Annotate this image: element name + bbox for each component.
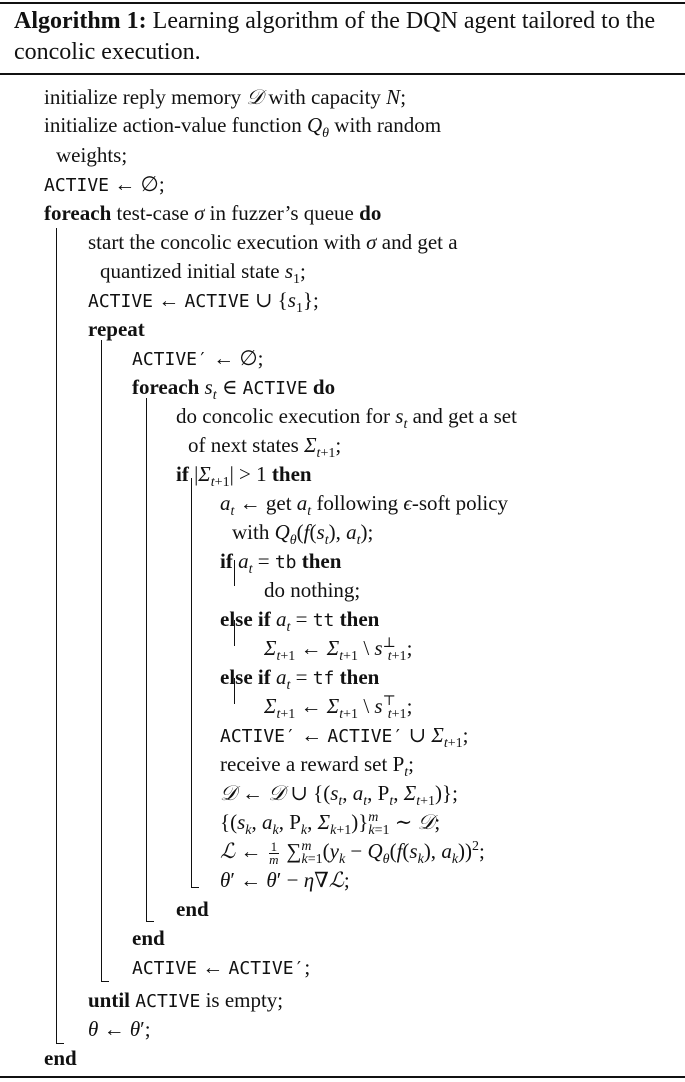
algo-line: foreach test-case σ in fuzzer’s queue do: [44, 201, 382, 225]
algo-line: ACTIVE ← ∅;: [44, 172, 165, 196]
algo-line: $\Sigma_{t+1}$ ← $\Sigma_{t+1}$ \ $s^⊤_{t+1}$;: [264, 694, 413, 723]
repeat-end-tick: [101, 981, 109, 982]
algo-line: θ ← θ′;: [88, 1017, 151, 1041]
bottom-rule: [0, 1076, 685, 1078]
algo-line: quantized initial state $s_1$;: [100, 259, 306, 288]
algo-line: $a_t$ ← get $a_t$ following ϵ-soft policy: [220, 491, 509, 520]
algo-line: ACTIVE′ ← ∅;: [132, 346, 264, 370]
algo-line: ACTIVE′ ← ACTIVE′ ∪ $\Sigma_{t+1}$;: [220, 723, 469, 752]
algo-line: start the concolic execution with σ and get a: [88, 230, 458, 254]
algo-line: if $|\Sigma_{t+1}| > 1$ then: [176, 462, 312, 491]
algo-line: ACTIVE ← ACTIVE′;: [132, 955, 311, 979]
algo-line: else if $a_t$ = tt then: [220, 607, 380, 636]
algo-line: until ACTIVE is empty;: [88, 988, 284, 1012]
caption-text: Learning algorithm of the DQN agent tailored to the concolic execution.: [14, 8, 656, 65]
indent-bar-if: [191, 478, 192, 888]
algo-line: weights;: [56, 143, 128, 167]
caption-label: Algorithm 1:: [14, 8, 147, 34]
algorithm-caption: [14, 6, 674, 68]
algo-line: repeat: [88, 317, 145, 341]
algo-line: receive a reward set $P_t$;: [220, 752, 414, 781]
algo-line: $\Sigma_{t+1}$ ← $\Sigma_{t+1}$ \ $s^\perp_{t+1}$;: [264, 636, 413, 665]
algo-line: θ′ ← θ′ − η∇ℒ;: [220, 868, 350, 892]
algo-line: if $a_t$ = tb then: [220, 549, 342, 578]
algo-line: end: [176, 897, 209, 921]
indent-bar-repeat: [101, 340, 102, 982]
indent-bar-foreach: [56, 228, 57, 1044]
top-rule: [0, 2, 685, 4]
algo-line: of next states $\Sigma_{t+1}$;: [188, 433, 342, 462]
algo-line: initialize reply memory 𝒟 with capacity N;: [44, 85, 407, 109]
caption-rule: [0, 73, 685, 75]
algo-line: ACTIVE ← ACTIVE ∪ $\{s_1\}$;: [88, 288, 319, 317]
algo-line: end: [44, 1046, 77, 1070]
algo-line: else if $a_t$ = tf then: [220, 665, 380, 694]
algo-line: do concolic execution for $s_t$ and get a set: [176, 404, 517, 433]
algo-line: {($s_k$, $a_k$, $P_k$, $\Sigma_{k+1})\}^m_{k=1}$ ∼ 𝒟;: [220, 810, 441, 839]
algo-line: 𝒟 ← 𝒟 ∪ {($s_t$, $a_t$, $P_t$, $\Sigma_{t+1}$)};: [220, 781, 458, 810]
algo-line: with $Q_\theta(f(s_t)$, $a_t$);: [232, 520, 374, 549]
algo-line: do nothing;: [264, 578, 361, 602]
if-end-tick: [191, 887, 199, 888]
algo-line: end: [132, 926, 165, 950]
algo-line: foreach $s_t$ ∈ ACTIVE do: [132, 375, 336, 404]
algo-line: initialize action-value function $Q_\theta$ with random: [44, 113, 442, 142]
indent-bar-foreach-inner: [146, 398, 147, 922]
algo-line: ℒ ← $\frac{1}{m}$ $\sum^m_{k=1}(y_k - Q_\theta(f(s_k)$, $a_k))^2$;: [220, 838, 485, 868]
foreach-inner-end-tick: [146, 921, 154, 922]
